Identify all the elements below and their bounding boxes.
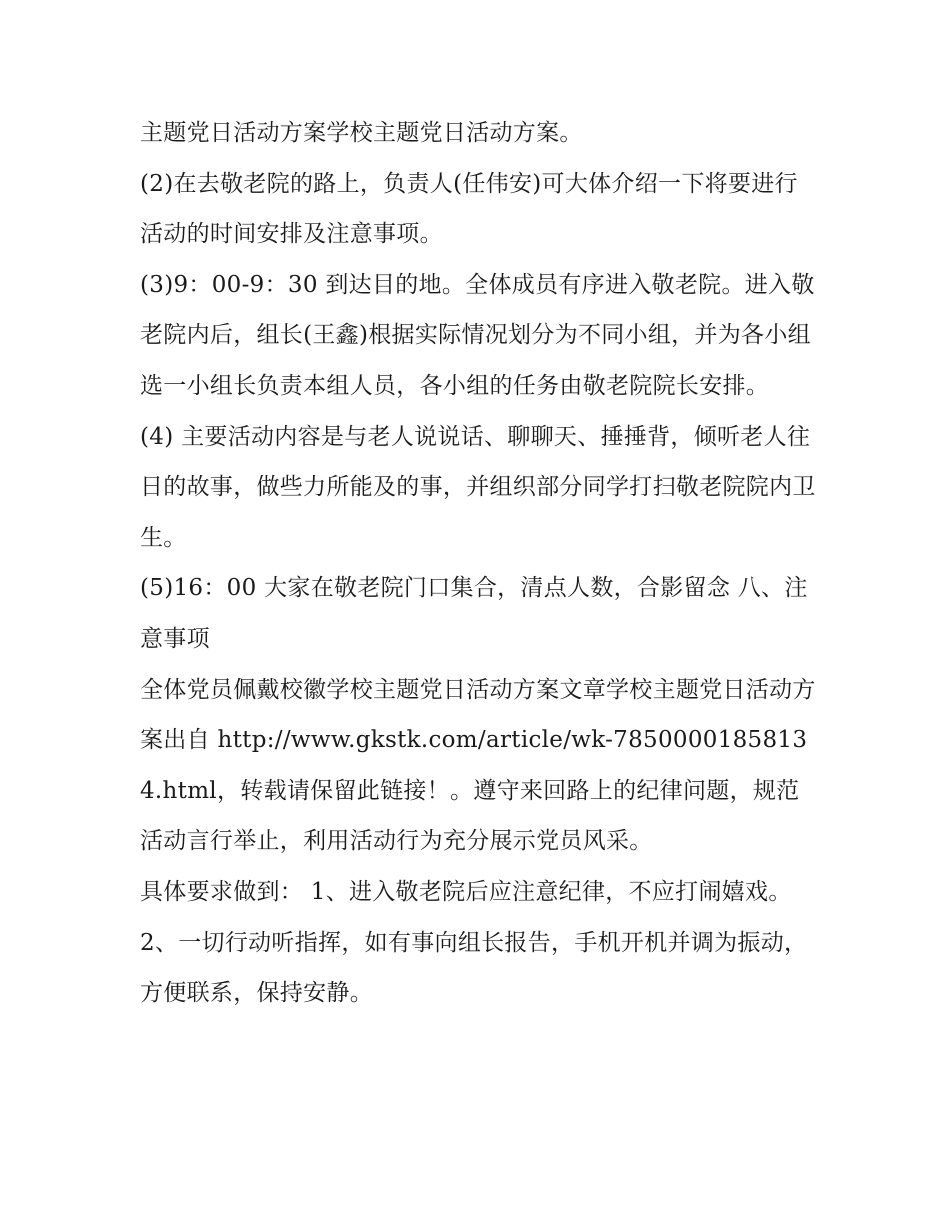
paragraph-step-4: (4) 主要活动内容是与老人说说话、聊聊天、捶捶背，倾听老人往日的故事，做些力所能及的事，并组织部分同学打扫敬老院院内卫生。 [140, 423, 816, 551]
paragraph-step-2: (2)在去敬老院的路上，负责人(任伟安)可大体介绍一下将要进行活动的时间安排及注意事项。 [140, 170, 798, 248]
document-body [140, 108, 820, 1019]
paragraph-step-3: (3)9：00-9：30 到达目的地。全体成员有序进入敬老院。进入敬老院内后，组长(王鑫)根据实际情况划分为不同小组，并为各小组选一小组长负责本组人员，各小组的任务由敬老院院长安排。 [140, 271, 815, 399]
paragraph-intro: 主题党日活动方案学校主题党日活动方案。 [140, 120, 583, 146]
paragraph-requirements: 具体要求做到： 1、进入敬老院后应注意纪律，不应打闹嬉戏。 2、一切行动听指挥，如有事向组长报告，手机开机并调为振动，方便联系，保持安静。 [140, 878, 808, 1007]
paragraph-step-5: (5)16：00 大家在敬老院门口集合，清点人数，合影留念 八、注意事项 [140, 575, 808, 652]
paragraph-notes: 全体党员佩戴校徽学校主题党日活动方案文章学校主题党日活动方案出自 http://www.gkstk.com/article/wk-78500001858134.html，转载请保留此链接！。遵守来回路上的纪律问题，规范活动言行举止，利用活动行为充分展示党员风采。 [140, 676, 816, 855]
